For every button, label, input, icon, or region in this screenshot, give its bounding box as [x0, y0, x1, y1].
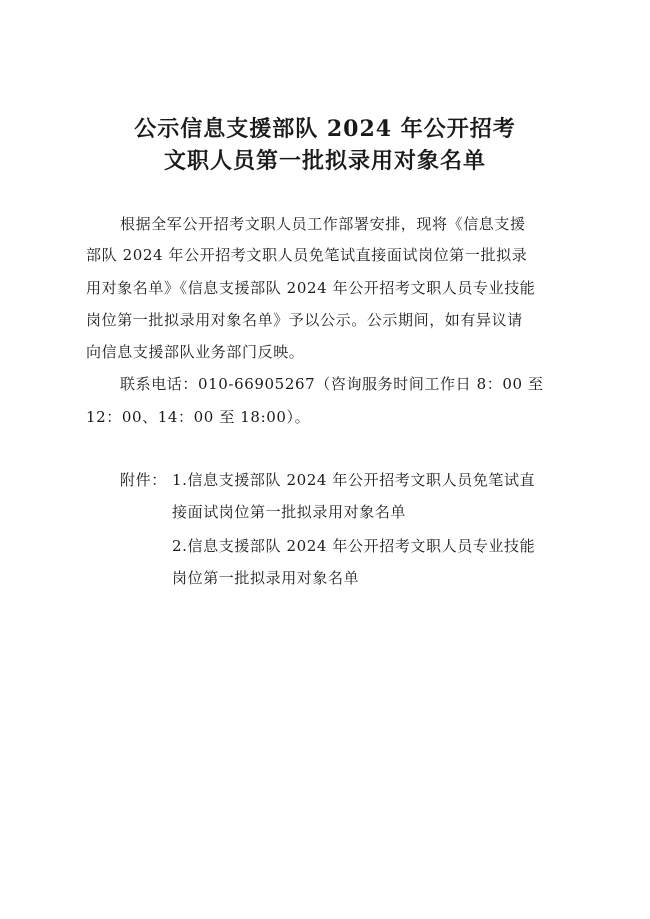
- attachments-label: 附件：: [120, 471, 167, 489]
- contact-line-2: 12：00、14：00 至 18:00）。: [86, 408, 311, 426]
- document-title-line-2: 文职人员第一批拟录用对象名单: [163, 148, 486, 174]
- attachment-1-line-2: 接面试岗位第一批拟录用对象名单: [172, 503, 407, 521]
- paragraph1-line-1: 根据全军公开招考文职人员工作部署安排，现将《信息支援: [120, 215, 526, 233]
- document-title-line-1: 公示信息支援部队 2024 年公开招考: [134, 116, 516, 142]
- contact-line-1: 联系电话：010-66905267（咨询服务时间工作日 8：00 至: [120, 375, 544, 393]
- attachment-1-line-1: 1.信息支援部队 2024 年公开招考文职人员免笔试直: [172, 471, 536, 489]
- attachment-2-line-1: 2.信息支援部队 2024 年公开招考文职人员专业技能: [172, 537, 536, 555]
- paragraph1-line-5: 向信息支援部队业务部门反映。: [86, 343, 305, 361]
- paragraph1-line-2: 部队 2024 年公开招考文职人员免笔试直接面试岗位第一批拟录: [86, 246, 528, 264]
- attachment-2-line-2: 岗位第一批拟录用对象名单: [172, 569, 360, 587]
- paragraph1-line-4: 岗位第一批拟录用对象名单》予以公示。公示期间，如有异议请: [86, 311, 523, 329]
- paragraph1-line-3: 用对象名单》《信息支援部队 2024 年公开招考文职人员专业技能: [86, 279, 536, 297]
